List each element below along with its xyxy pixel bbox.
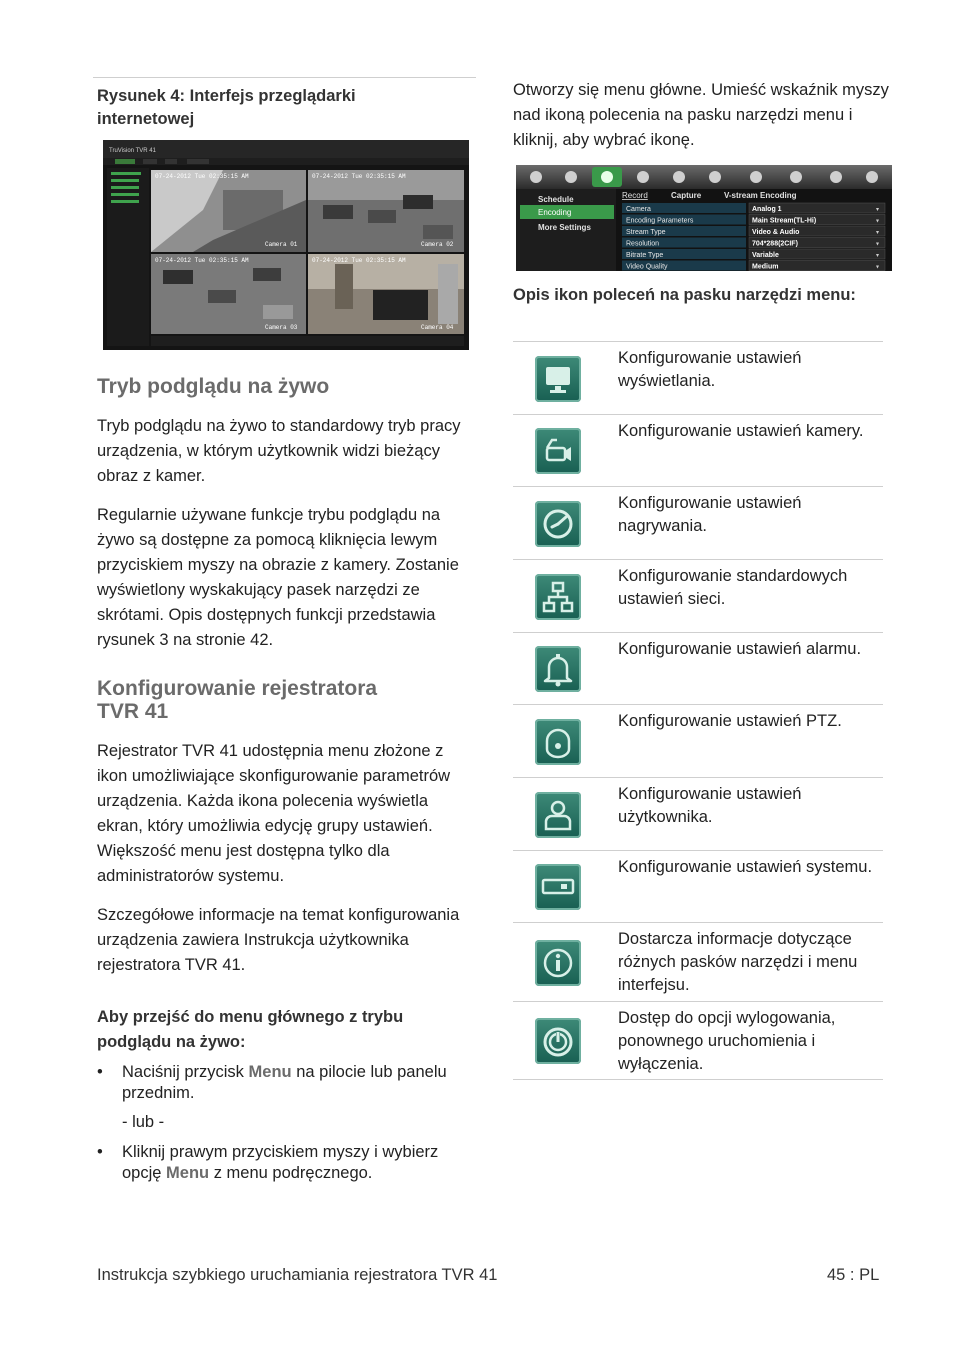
cam1-timestamp: 07-24-2012 Tue 02:35:15 AM [155,173,249,180]
svg-text:TruVision TVR 41: TruVision TVR 41 [109,148,156,154]
power-icon [535,1018,581,1064]
menu-row-label: Camera [626,206,651,213]
icon-table-row [513,559,883,633]
icon-table-row [513,922,883,1002]
footer-page-number: 45 : PL [827,1266,880,1284]
icon-table-bottom-rule [513,1079,883,1080]
bullet-dot-1: • [97,1063,103,1081]
menu-row-value: 704*288(2CIF) [752,240,798,248]
menu-tab-vstream: V-stream Encoding [724,191,797,200]
icon-row-description: Dostarcza informacje dotyczące różnych pasków narzędzi i menu interfejsu. [618,930,858,994]
menu-side-encoding: Encoding [538,208,572,217]
bullet2-menu-word: Menu [166,1164,210,1182]
icon-table-row [513,486,883,560]
section-title-live-view: Tryb podglądu na żywo [97,375,330,398]
section-title-line-1: Konfigurowanie rejestratora [97,677,378,700]
main-menu-screenshot [516,165,892,271]
dropdown-arrow-icon: ▾ [876,206,880,213]
dropdown-arrow-icon: ▾ [876,263,880,271]
alarm-bell-icon [535,646,581,692]
icon-row-description: Konfigurowanie ustawień systemu. [618,858,873,876]
menu-row-label: Resolution [626,240,660,248]
menu-side-more-settings: More Settings [538,223,591,232]
icon-table-row [513,1001,883,1080]
bullet-dot-2: • [97,1143,103,1161]
dropdown-arrow-icon: ▾ [876,229,880,236]
cam4-label: Camera 04 [421,324,454,331]
cam1-label: Camera 01 [265,241,298,248]
cam2-label: Camera 02 [421,241,454,248]
network-icon [535,574,581,620]
menu-tab-record: Record [622,191,648,200]
menu-intro-paragraph: Otworzy się menu główne. Umieść wskaźnik myszy nad ikoną polecenia na pasku narzędzi menu i kliknij, aby wybrać ikonę. [513,81,889,149]
icon-row-description: Konfigurowanie ustawień użytkownika. [618,785,802,826]
bullet1-text-post: na pilocie lub panelu przednim. [122,1063,447,1102]
menu-row-label: Bitrate Type [626,252,664,259]
bullet1-text-pre: Naciśnij przycisk [122,1063,249,1081]
record-icon [535,501,581,547]
icon-row-description: Konfigurowanie ustawień nagrywania. [618,494,802,535]
bullet2-text-post: z menu podręcznego. [209,1164,373,1182]
user-icon [535,792,581,838]
section1-paragraph-2: Regularnie używane funkcje trybu podglądu na żywo są dostępne za pomocą kliknięcia lewym przyciskiem myszy na obrazie z kamery. Zostanie wyświetlony wyskakujący pasek narzędzi ze skrótami. Opis dostępnych funkcji przedstawia rysunek 3 na stronie 42. [97,506,459,649]
top-rule [93,77,476,78]
menu-row-label: Encoding Parameters [626,217,694,225]
web-interface-image [103,140,469,350]
footer-title: Instrukcja szybkiego uruchamiania rejestratora TVR 41 [97,1266,498,1284]
dropdown-arrow-icon: ▾ [876,252,880,259]
main-menu-image [516,165,892,271]
bullet-item-2 [97,1142,474,1184]
icon-row-description: Konfigurowanie ustawień wyświetlania. [618,349,802,390]
icon-table-row [513,850,883,923]
display-icon [535,356,581,402]
icon-row-description: Konfigurowanie ustawień kamery. [618,422,864,440]
menu-tab-capture: Capture [671,191,702,200]
icon-row-description: Konfigurowanie ustawień PTZ. [618,712,842,730]
icon-row-description: Konfigurowanie ustawień alarmu. [618,640,862,658]
menu-side-schedule: Schedule [538,195,574,204]
menu-row-value: Variable [752,252,779,259]
cam4-timestamp: 07-24-2012 Tue 02:35:15 AM [312,257,406,264]
section2-paragraph-1: Rejestrator TVR 41 udostępnia menu złożone z ikon umożliwiające skonfigurowanie parametrów urządzenia. Każda ikona polecenia wyświetla ekran, który umożliwia edycję grupy ustawień. Większość menu jest dostępna tylko dla administratorów systemu. [97,742,451,885]
info-icon [535,940,581,986]
icon-row-description: Konfigurowanie standardowych ustawień sieci. [618,567,848,608]
menu-row-value: Video & Audio [752,229,800,236]
dropdown-arrow-icon: ▾ [876,217,880,225]
bullet2-text-pre: Kliknij prawym przyciskiem myszy i wybierz opcję [122,1143,439,1182]
section2-paragraph-2: Szczegółowe informacje na temat konfigurowania urządzenia zawiera Instrukcja użytkownika rejestratora TVR 41. [97,906,460,974]
cam2-timestamp: 07-24-2012 Tue 02:35:15 AM [312,173,406,180]
section-title-configure [97,677,477,723]
dropdown-arrow-icon: ▾ [876,240,880,248]
bullet1-menu-word: Menu [248,1063,292,1081]
menu-row-value: Main Stream(TL-Hi) [752,217,817,225]
cam3-timestamp: 07-24-2012 Tue 02:35:15 AM [155,257,249,264]
icon-table-row [513,704,883,778]
menu-row-value: Analog 1 [752,206,782,213]
icon-table-title: Opis ikon poleceń na pasku narzędzi menu: [513,286,856,304]
menu-row-value: Medium [752,263,779,271]
icon-table-row [513,632,883,705]
menu-row-label: Stream Type [626,229,666,236]
or-separator: - lub - [122,1113,165,1131]
bullet-item-1 [97,1062,474,1104]
icon-table-row [513,414,883,487]
ptz-dome-icon [535,719,581,765]
icon-table-row [513,341,883,415]
camera-icon [535,428,581,474]
menu-row-label: Video Quality [626,263,668,271]
section-title-line-2: TVR 41 [97,700,169,723]
icon-table-row [513,777,883,851]
icon-row-description: Dostęp do opcji wylogowania, ponownego uruchomienia i wyłączenia. [618,1009,836,1073]
web-interface-screenshot [103,140,469,350]
procedure-title: Aby przejść do menu głównego z trybu podglądu na żywo: [97,1008,404,1051]
cam3-label: Camera 03 [265,324,298,331]
section1-paragraph-1: Tryb podglądu na żywo to standardowy tryb pracy urządzenia, w którym użytkownik widzi bieżący obraz z kamer. [97,417,461,485]
system-device-icon [535,864,581,910]
figure-caption: Rysunek 4: Interfejs przeglądarki internetowej [97,87,356,128]
